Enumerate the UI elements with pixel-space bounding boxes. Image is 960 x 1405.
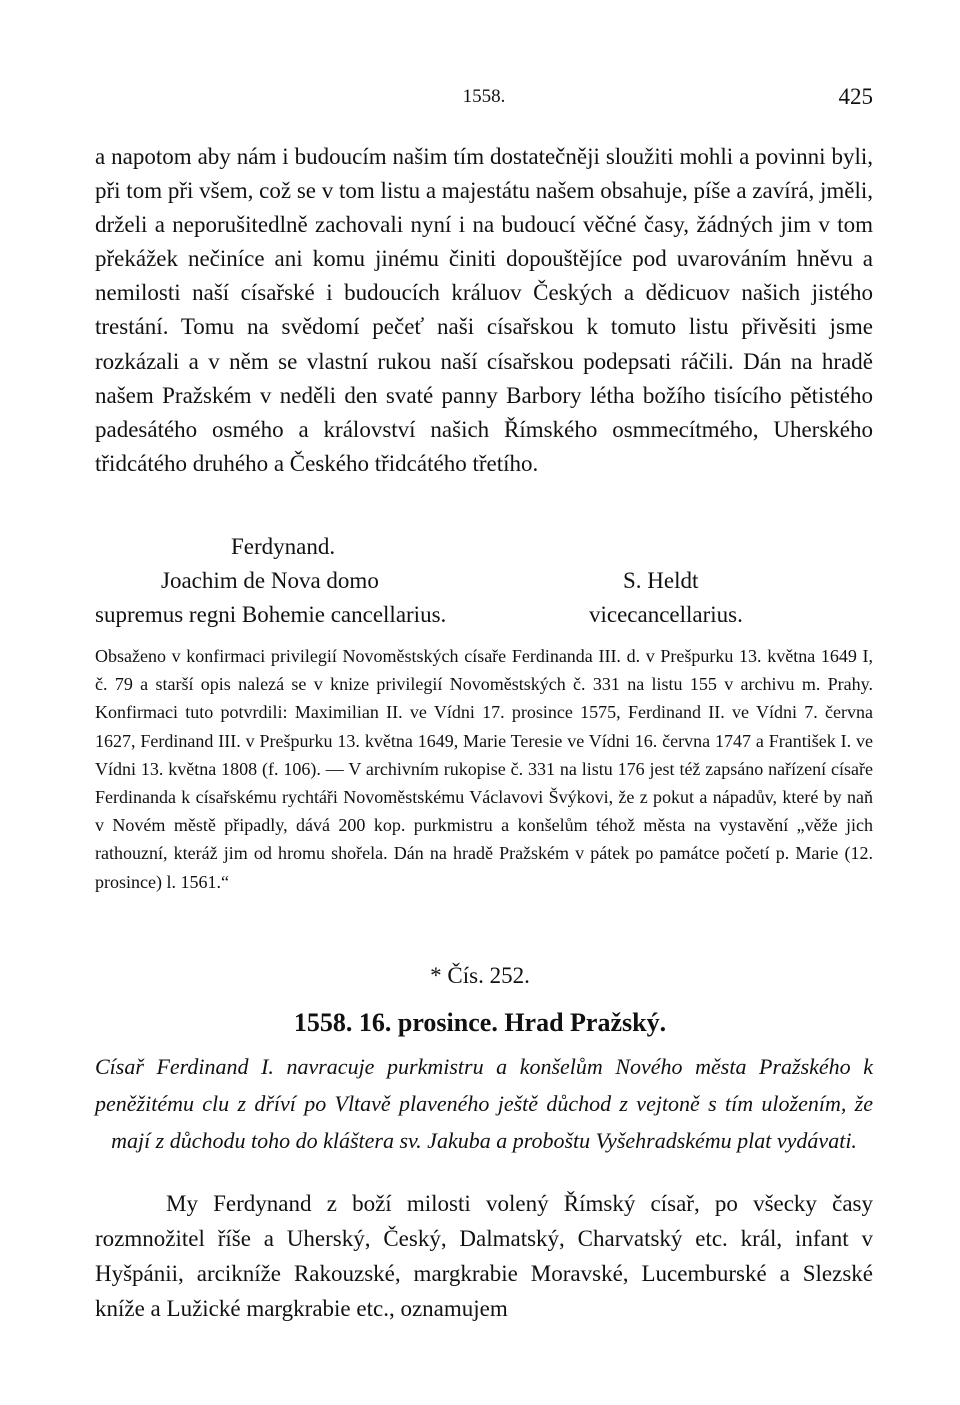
signature-left-title: supremus regni Bohemie cancellarius. — [95, 602, 447, 627]
signature-block — [95, 530, 873, 632]
signature-ferdynand: Ferdynand. — [231, 534, 336, 559]
document-heading: 1558. 16. prosince. Hrad Pražský. — [293, 1008, 667, 1037]
body-paragraph: My Ferdynand z boží milosti volený Římský císař, po všecky časy rozmnožitel říše a Uherský, Český, Dalmatský, Charvatský etc. král, infant v Hyšpánii, arcikníže Rakouzské, margkrabie Moravské, Lucemburské a Slezské kníže a Lužické margkrabie etc., oznamujem — [95, 1191, 873, 1321]
signature-left-name: Joachim de Nova domo — [161, 568, 379, 593]
signature-right-name: S. Heldt — [623, 568, 699, 593]
document-number: * Čís. 252. — [430, 963, 530, 988]
page-header — [95, 80, 873, 116]
main-paragraph: a napotom aby nám i budoucím našim tím dostatečněji sloužiti mohli a povinni byli, při tom při všem, což se v tom listu a majestátu našem obsahuje, píše a zavírá, jměli, drželi a neporušitedlně zachovali nyní i na budoucí věčné časy, žádných jim v tom překážek nečiníce ani komu jinému činiti dopouštějíce pod uvarováním hněvu a nemilosti naší císařské i budoucích králuov Českých a dědicuov našich jistého trestání. Tomu na svědomí pečeť naši císařskou k tomuto listu přivěsiti jsme rozkázali a v něm se vlastní rukou naší císařskou podepsati ráčili. Dán na hradě našem Pražském v neděli den svaté panny Barbory létha božího tisícího pětistého padesátého osmého a království našich Římského osmmecítmého, Uherského třidcátého druhého a Českého třidcátého třetího. — [95, 144, 873, 476]
signature-right-title: vicecancellarius. — [589, 602, 743, 627]
page-number: 425 — [838, 84, 873, 109]
running-year: 1558. — [462, 86, 506, 107]
regest-summary: Císař Ferdinand I. navracuje purkmistru a konšelům Nového města Pražského k peněžitému clu z dříví po Vltavě plaveného ještě důchod z vejtoně s tím uložením, že mají z důchodu toho do kláštera sv. Jakuba a proboštu Vyšehradskému plat vydávati. — [95, 1054, 873, 1153]
source-note: Obsaženo v konfirmaci privilegií Novoměstských císaře Ferdinanda III. d. v Prešpurku 13. května 1649 I, č. 79 a starší opis nalezá se v knize privilegií Novoměstských č. 331 na listu 155 v archivu m. Prahy. Konfirmaci tuto potvrdili: Maximilian II. ve Vídni 17. prosince 1575, Ferdinand II. ve Vídni 7. června 1627, Ferdinand III. v Prešpurku 13. května 1649, Marie Teresie ve Vídni 16. června 1747 a František I. ve Vídni 13. května 1808 (f. 106). — V archivním rukopise č. 331 na listu 176 jest též zapsáno nařízení císaře Ferdinanda k císařskému rychtáři Novoměstskému Václavovi Švýkovi, že z pokut a nápadův, které by naň v Novém městě připadly, dává 200 kop. purkmistru a konšelům téhož města na vystavění „věže jich rathouzní, kteráž jim od hromu shořela. Dán na hradě Pražském v pátek po památce početí p. Marie (12. prosince) l. 1561.“ — [95, 646, 873, 892]
